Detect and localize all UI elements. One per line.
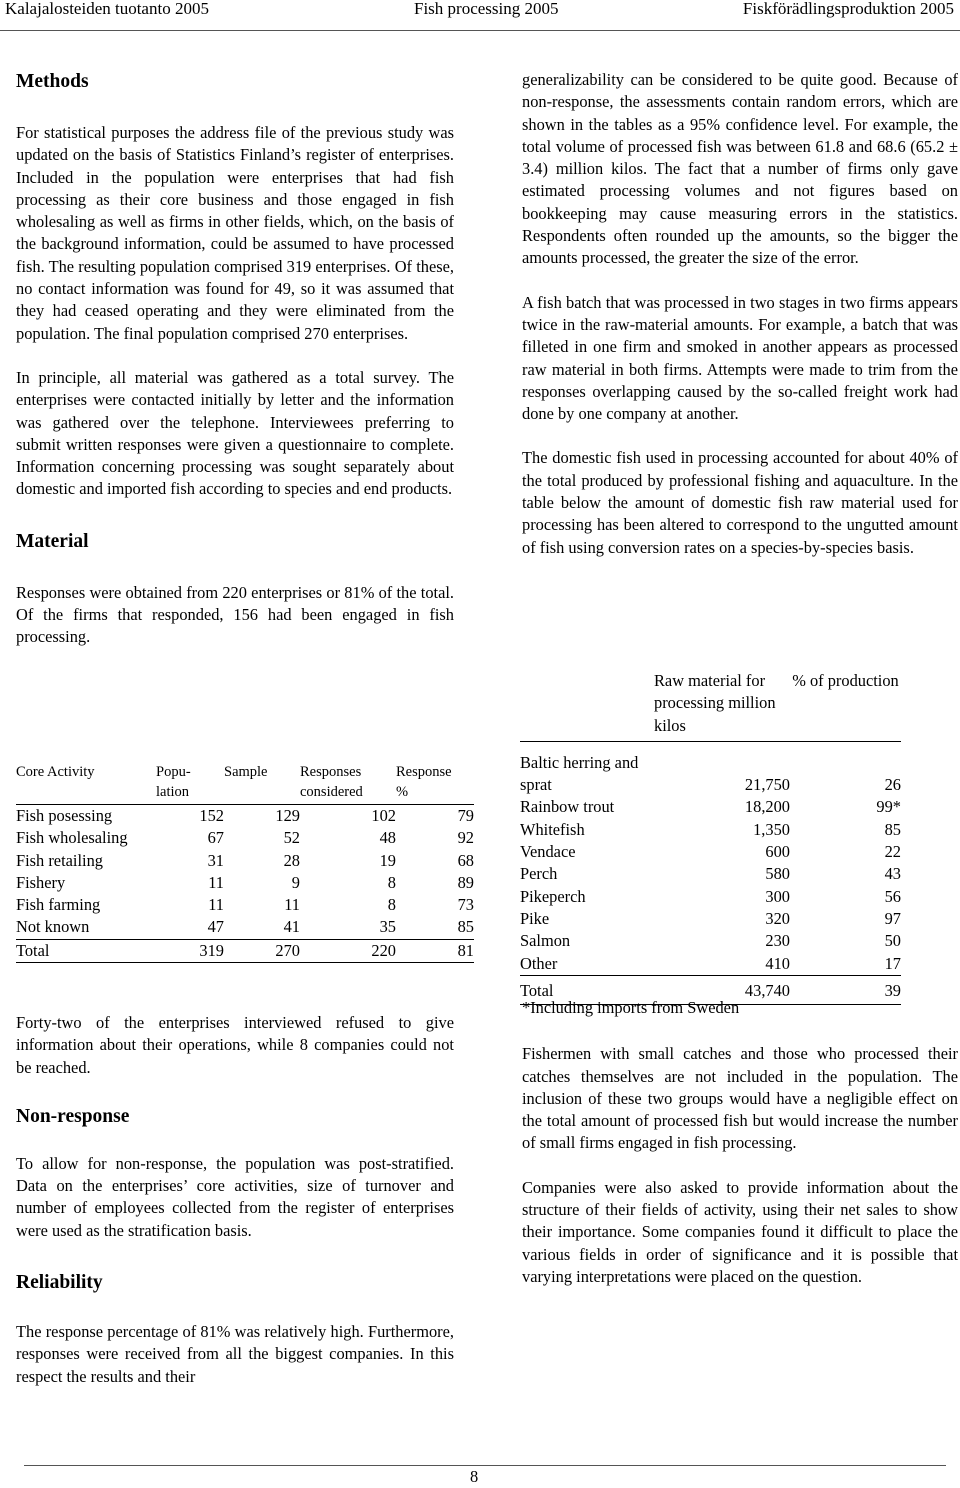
page-number: 8 — [470, 1467, 479, 1486]
table-header-row — [16, 762, 474, 805]
col-header-species — [520, 670, 652, 741]
cell-sample: 52 — [283, 828, 300, 848]
cell-pct: 97 — [884, 908, 901, 928]
right-column — [522, 69, 958, 559]
table-row — [16, 872, 474, 894]
table-row — [16, 894, 474, 916]
cell-species: Other — [520, 953, 558, 973]
cell-population: 319 — [156, 939, 224, 962]
header-rule — [0, 30, 960, 31]
table-row — [520, 819, 901, 841]
cell-activity: Fish posessing — [16, 806, 113, 825]
refused-paragraph: Forty-two of the enterprises interviewed refused to give information about their operations, while 8 companies could not be reached. — [16, 1013, 454, 1077]
cell-amount: 320 — [765, 908, 790, 928]
cell-population: 152 — [199, 806, 224, 825]
table-row — [520, 741, 901, 796]
table-header-row — [520, 670, 901, 741]
cell-responses: 35 — [379, 917, 396, 937]
col-header-response-pct: Response % — [396, 762, 474, 805]
cell-pct: 89 — [457, 872, 474, 892]
cell-amount: 43,740 — [652, 975, 790, 1004]
cell-amount: 300 — [765, 886, 790, 906]
left-column — [16, 70, 454, 649]
table-row — [16, 827, 474, 849]
cell-amount: 230 — [765, 931, 790, 951]
cell-activity: Fishery — [16, 872, 66, 892]
cell-pct: 85 — [457, 917, 474, 937]
cell-pct: 39 — [790, 975, 901, 1004]
table-footnote: *Including imports from Sweden — [522, 998, 740, 1017]
table-row — [16, 916, 474, 939]
cell-amount: 410 — [765, 953, 790, 973]
page-header — [0, 0, 960, 20]
cell-pct: 81 — [396, 939, 474, 962]
cell-species: Pike — [520, 908, 550, 928]
cell-pct: 68 — [457, 850, 474, 870]
cell-responses: 102 — [371, 806, 396, 825]
cell-amount: 18,200 — [744, 797, 790, 817]
cell-activity: Fish wholesaling — [16, 828, 128, 848]
table-total-row — [16, 939, 474, 962]
cell-population: 11 — [208, 872, 224, 892]
header-left-title: Kalajalosteiden tuotanto 2005 — [5, 0, 209, 18]
cell-responses: 19 — [379, 850, 396, 870]
cell-amount: 1,350 — [753, 819, 790, 839]
table-row — [520, 953, 901, 976]
methods-paragraph-1: For statistical purposes the address file of the previous study was updated on the basis of Statistics Finland’s register of enterprises. Included in the population were enterprises that had fish processing as their core business and those engaged in fish wholesaling as well as firms in other fields, which, on the basis of the background information, could be assumed to have processed fish. The resulting population comprised 319 enterprises. Of these, no contact information was found for 49, so it was assumed that they had ceased operating and they were eliminated from the population. The final population comprised 270 enterprises. — [16, 123, 454, 343]
cell-sample: 270 — [224, 939, 300, 962]
cell-species: Salmon — [520, 931, 571, 951]
nonresponse-paragraph: To allow for non-response, the population was post-stratified. Data on the enterprises’ core activities, size of turnover and number of employees collected from the register of enterprises were used as the stratification basis. — [16, 1153, 454, 1240]
table-row — [16, 850, 474, 872]
raw-material-table — [520, 670, 901, 1005]
right-column-lower — [522, 997, 958, 1288]
cell-species: Pikeperch — [520, 886, 586, 906]
right-paragraph-5: Companies were also asked to provide information about the structure of their fields of activity, using their net sales to show their importance. Some companies found it difficult to place the various fields in order of significance and it is possible that varying interpretations were placed on the question. — [522, 1177, 958, 1286]
cell-species: Vendace — [520, 842, 576, 862]
table-row — [520, 796, 901, 818]
cell-species: Total — [520, 975, 652, 1004]
cell-pct: 85 — [884, 819, 901, 839]
right-paragraph-2: A fish batch that was processed in two stages in two firms appears twice in the raw-material amounts. For example, a batch that was filleted in one firm and smoked in another appears as processed raw material in both firms. Attempts were made to trim from the responses overlapping caused by the so-called freight work had done by one company at another. — [522, 292, 958, 424]
cell-amount: 600 — [765, 842, 790, 862]
cell-pct: 73 — [457, 895, 474, 915]
cell-sample: 129 — [275, 806, 300, 825]
cell-population: 47 — [207, 917, 224, 937]
left-column-lower — [16, 1012, 454, 1388]
reliability-paragraph: The response percentage of 81% was relatively high. Furthermore, responses were received from all the biggest companies. In this respect the results and their — [16, 1322, 454, 1386]
cell-sample: 41 — [283, 917, 300, 937]
cell-activity: Fish farming — [16, 895, 101, 915]
col-header-production-pct: % of production — [790, 670, 901, 741]
col-header-responses: Responses considered — [300, 762, 396, 805]
cell-pct: 99* — [876, 797, 901, 817]
cell-population: 11 — [208, 895, 224, 915]
cell-responses: 48 — [379, 828, 396, 848]
cell-responses: 220 — [300, 939, 396, 962]
table-row — [520, 886, 901, 908]
right-paragraph-3: The domestic fish used in processing accounted for about 40% of the total produced by professional fishing and aquaculture. In the table below the amount of domestic fish raw material used for processing has been altered to correspond to the ungutted amount of fish using conversion rates on a species-by-species basis. — [522, 448, 958, 557]
cell-responses: 8 — [387, 872, 396, 892]
cell-pct: 79 — [457, 806, 474, 825]
cell-amount: 580 — [765, 864, 790, 884]
core-activity-table — [16, 762, 474, 963]
cell-sample: 9 — [291, 872, 300, 892]
cell-pct: 56 — [884, 886, 901, 906]
cell-activity: Not known — [16, 917, 90, 937]
methods-paragraph-2: In principle, all material was gathered as a total survey. The enterprises were contacted initially by letter and the information was gathered over the telephone. Interviewees preferring to submit written responses were given a questionnaire to complete. Information concerning processing was sought separately about domestic and imported fish according to species and end products. — [16, 367, 454, 499]
right-paragraph-1: generalizability can be considered to be quite good. Because of non-response, the assessments contain random errors, which are shown in the tables as a 95% confidence level. For example, the total volume of processed fish was between 61.8 and 68.6 (65.2 ± 3.4) million kilos. The fact that a number of firms only gave estimated processing volumes and not figures based on bookkeeping may cause measuring errors in the statistics. Respondents often rounded up the amounts, so the bigger the amounts processed, the greater the size of the error. — [522, 70, 958, 268]
col-header-core-activity: Core Activity — [16, 762, 156, 805]
col-header-population: Popu- lation — [156, 762, 224, 805]
table-row — [520, 863, 901, 885]
cell-pct: 92 — [457, 828, 474, 848]
nonresponse-heading: Non-response — [16, 1105, 130, 1127]
table-row — [520, 908, 901, 930]
table-row — [520, 930, 901, 952]
material-paragraph: Responses were obtained from 220 enterprises or 81% of the total. Of the firms that responded, 156 had been engaged in fish processing. — [16, 582, 454, 647]
col-header-raw-material: Raw material for processing million kilos — [652, 670, 790, 741]
cell-pct: 43 — [884, 864, 901, 884]
reliability-heading: Reliability — [16, 1272, 103, 1294]
cell-species: Whitefish — [520, 819, 585, 839]
cell-sample: 28 — [283, 850, 300, 870]
col-header-sample: Sample — [224, 762, 300, 805]
header-center-title: Fish processing 2005 — [414, 0, 559, 18]
cell-population: 67 — [207, 828, 224, 848]
methods-heading: Methods — [16, 71, 89, 92]
cell-activity: Total — [16, 939, 156, 962]
cell-pct: 50 — [884, 931, 901, 951]
cell-responses: 8 — [387, 895, 396, 915]
footer-rule — [24, 1465, 946, 1466]
cell-population: 31 — [207, 850, 224, 870]
right-paragraph-4: Fishermen with small catches and those who processed their catches themselves are not included in the population. The inclusion of these two groups would have a negligible effect on the total amount of processed fish but would increase the number of small firms engaged in fish processing. — [522, 1044, 958, 1153]
header-right-title: Fiskförädlingsproduktion 2005 — [742, 0, 954, 18]
cell-activity: Fish retailing — [16, 850, 103, 870]
cell-pct: 26 — [884, 775, 901, 795]
table-row — [16, 805, 474, 828]
cell-sample: 11 — [284, 895, 300, 915]
cell-pct: 17 — [884, 953, 901, 973]
cell-species: Baltic herring and sprat — [520, 752, 639, 795]
cell-pct: 22 — [884, 842, 901, 862]
material-heading: Material — [16, 530, 89, 552]
cell-species: Perch — [520, 864, 558, 884]
cell-species: Rainbow trout — [520, 797, 615, 817]
cell-amount: 21,750 — [744, 775, 790, 795]
table-row — [520, 841, 901, 863]
